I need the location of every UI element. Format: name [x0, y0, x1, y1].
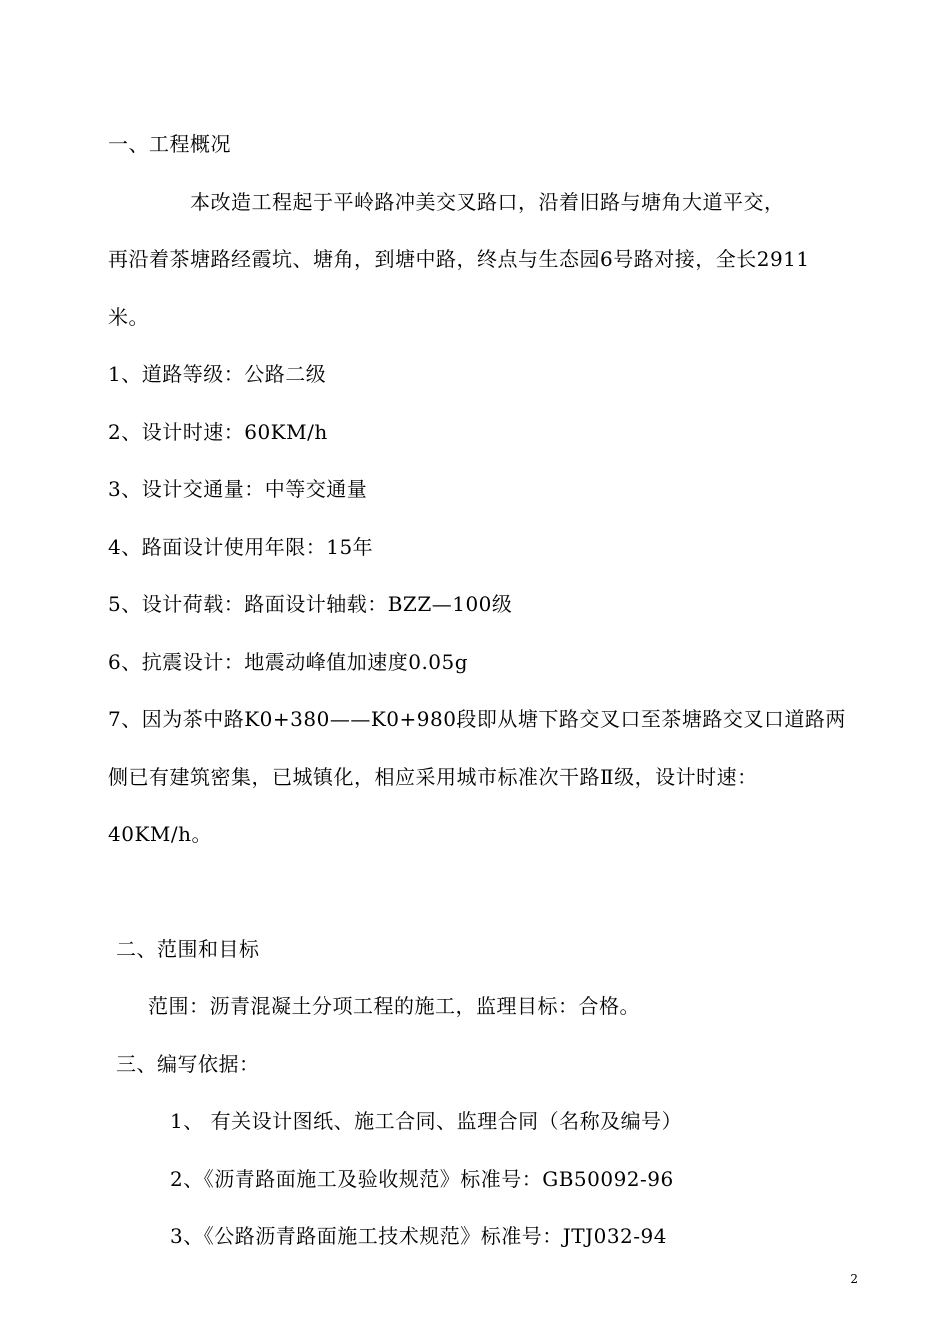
- basis-item: 1、 有关设计图纸、施工合同、监理合同（名称及编号）: [170, 1109, 683, 1133]
- spec-item: 6、抗震设计：地震动峰值加速度0.05g: [108, 650, 469, 674]
- spec-item: 5、设计荷载：路面设计轴载：BZZ—100级: [108, 592, 513, 616]
- page-number: 2: [850, 1272, 858, 1286]
- spec-item: 2、设计时速：60KM/h: [108, 420, 328, 444]
- overview-paragraph-line: 本改造工程起于平岭路冲美交叉路口，沿着旧路与塘角大道平交，: [190, 190, 785, 214]
- basis-item: 2、《沥青路面施工及验收规范》标准号：GB50092-96: [170, 1167, 674, 1191]
- scope-text: 范围：沥青混凝土分项工程的施工，监理目标：合格。: [148, 994, 640, 1018]
- spec-item-7-line: 侧已有建筑密集，已城镇化，相应采用城市标准次干路Ⅱ级，设计时速：: [108, 765, 758, 789]
- spec-item: 1、道路等级：公路二级: [108, 362, 327, 386]
- spec-item: 3、设计交通量：中等交通量: [108, 477, 368, 501]
- spec-item-7-line: 40KM/h。: [108, 822, 212, 846]
- overview-paragraph-line: 再沿着茶塘路经霞坑、塘角，到塘中路，终点与生态园6号路对接，全长2911: [108, 247, 810, 271]
- spec-item: 4、路面设计使用年限：15年: [108, 535, 374, 559]
- section-heading-scope: 二、范围和目标: [116, 937, 260, 961]
- section-heading-overview: 一、工程概况: [108, 132, 231, 156]
- spec-item-7-line: 7、因为茶中路K0+380——K0+980段即从塘下路交叉口至茶塘路交叉口道路两: [108, 707, 846, 731]
- basis-item: 3、《公路沥青路面施工技术规范》标准号：JTJ032-94: [170, 1224, 667, 1248]
- section-heading-basis: 三、编写依据：: [116, 1052, 260, 1076]
- overview-paragraph-line: 米。: [108, 305, 149, 329]
